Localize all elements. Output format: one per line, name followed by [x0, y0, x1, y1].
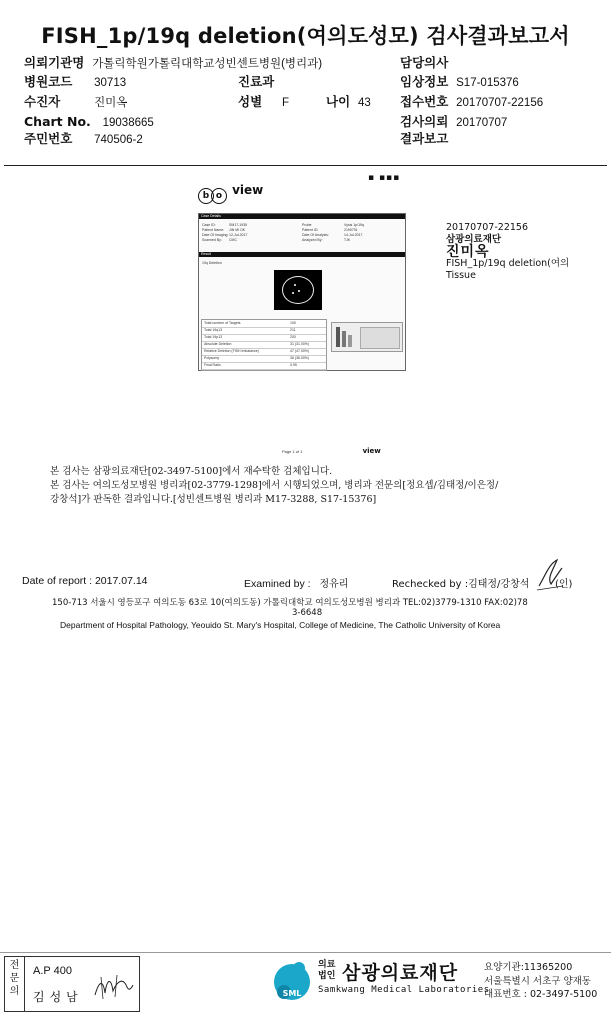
table-cell-key: Relative Deletion (FISH Imbalance) — [204, 349, 259, 353]
age-row — [326, 95, 371, 110]
org-info — [484, 961, 597, 1002]
examined-value: 정유리 — [319, 579, 349, 590]
report-title: FISH_1p/19q deletion(여의도성모) 검사결과보고서 — [41, 24, 570, 48]
table-cell-value: 31 (31.00%) — [290, 342, 310, 346]
specialist-box — [4, 956, 140, 1012]
receipt-stamp — [446, 222, 569, 282]
examined-row — [244, 575, 348, 590]
request-row — [400, 115, 507, 130]
note-line-3: 강창석]가 판독한 결과입니다.[성빈센트병원 병리과 M17-3288, S17-15376] — [50, 494, 377, 505]
scan-footer — [282, 438, 381, 457]
chart-label: Chart No. — [24, 114, 91, 129]
ap-number: A.P 400 — [33, 965, 72, 977]
date-imaging-value: 12-Jul-2017 — [229, 233, 248, 237]
date-imaging-label: Date Of Imaging: — [202, 233, 229, 237]
header-divider — [4, 165, 607, 166]
analyzed-by-label: Analyzed By: — [302, 238, 323, 242]
table-cell-value: 36 (36.00%) — [290, 356, 310, 360]
bioview-logo — [198, 183, 278, 205]
specialist-label: 전문의 — [5, 957, 25, 1011]
patient-id-label: Patient ID: — [302, 228, 319, 232]
request-label: 검사의뢰 — [400, 114, 449, 129]
logo-o: o — [211, 188, 227, 204]
org-phone: 대표번호 : 02-3497-5100 — [484, 989, 598, 1000]
id-row — [24, 132, 143, 147]
sex-label: 성별 — [238, 94, 263, 109]
id-label: 주민번호 — [24, 131, 73, 146]
stamp-number: 20170707-22156 — [446, 222, 529, 233]
case-id-label: Case ID: — [202, 223, 216, 227]
specialist-name: 김성남 — [33, 990, 83, 1004]
date-of-report: Date of report : 2017.07.14 — [22, 575, 148, 587]
rechecked-label: Rechecked by :김태정/강창석 — [392, 579, 530, 590]
probe-label: Probe: — [302, 223, 313, 227]
examined-label: Examined by : — [244, 578, 311, 590]
probe-value: Vysis 1p/19q — [344, 223, 364, 227]
clinical-label: 임상정보 — [400, 74, 449, 89]
date-analysis-label: Date Of Analysis: — [302, 233, 329, 237]
date-analysis-value: 14-Jul-2017 — [344, 233, 363, 237]
doctor-label: 담당의사 — [400, 55, 449, 70]
table-cell-key: Total 19q13 — [204, 328, 223, 332]
logo-b: b — [198, 188, 214, 204]
table-row — [202, 362, 326, 370]
table-cell-value: 0.95 — [290, 363, 297, 367]
hist-bar — [336, 327, 340, 347]
signal-dot — [294, 284, 296, 286]
table-cell-key: Absolute Deletion — [204, 342, 232, 346]
seal-mark: (인) — [555, 579, 573, 590]
receipt-label: 접수번호 — [400, 94, 449, 109]
request-value: 20170707 — [456, 117, 508, 129]
chart-row — [24, 115, 154, 130]
nursing-code: 요양기관:11365200 — [484, 962, 573, 973]
table-cell-value: 47 (47.00%) — [290, 349, 310, 353]
sex-row — [238, 95, 289, 110]
department-line: Department of Hospital Pathology, Yeouido St. Mary's Hospital, College of Medicine, The Catholic University of Korea — [60, 620, 501, 630]
specialist-signature — [93, 971, 135, 1003]
results-table — [201, 319, 327, 371]
org-title: 삼광의료재단 — [342, 962, 459, 984]
page-indicator: Page 1 of 1 — [282, 449, 303, 454]
table-cell-key: Total 19p13 — [204, 335, 223, 339]
case-id-value: SM17-1935 — [229, 223, 248, 227]
corner-marks: ▪ ▪▪▪ — [368, 173, 401, 183]
sex-value: F — [281, 97, 290, 109]
org-address: 서울특별시 서초구 양재동 — [484, 975, 591, 987]
sml-logo-text: SML — [282, 989, 302, 998]
result-bar — [199, 252, 405, 257]
id-value: 740506-2 — [94, 134, 143, 146]
hospital-row — [24, 56, 322, 71]
patient-name-value: JIN MI OK — [229, 228, 246, 232]
sml-logo-icon — [268, 958, 314, 1004]
scanned-by-label: Scanned By: — [202, 238, 222, 242]
signal-dot — [298, 290, 300, 292]
table-cell-value: 211 — [290, 328, 296, 332]
stamp-test: FISH_1p/19q deletion(여의 — [446, 258, 570, 269]
patient-value: 진미옥 — [94, 97, 128, 109]
table-cell-value: 200 — [290, 335, 296, 339]
note-line-1: 본 검사는 삼광의료재단[02-3497-5100]에서 재수탁한 검체입니다. — [50, 466, 333, 477]
result-label: Result — [201, 252, 211, 256]
org-kind: 의료법인 — [318, 960, 336, 981]
hospital-label: 의뢰기관명 — [24, 55, 85, 70]
analyzed-by-value: TJK — [344, 238, 351, 242]
bioview-footer-logo: view — [362, 447, 381, 455]
dept-label: 진료과 — [238, 74, 275, 89]
stamp-org: 삼광의료재단 — [446, 234, 502, 245]
table-cell-key: Total number of Targets — [204, 321, 241, 325]
report-label: 결과보고 — [400, 131, 449, 146]
case-details-label: Case Details — [201, 214, 221, 218]
histogram-thumbnail — [331, 322, 403, 352]
code-label: 병원코드 — [24, 74, 73, 89]
scanned-report-panel — [198, 213, 406, 371]
signal-dot — [292, 292, 294, 294]
receipt-value: 20170707-22156 — [456, 97, 544, 109]
note-line-2: 본 검사는 여의도성모병원 병리과[02-3779-1298]에서 시행되었으며, 병리과 전문의[정요셉/김태정/이은정/ — [50, 480, 499, 491]
clinical-row — [400, 75, 519, 90]
deletion-label: 19q Deletion — [202, 261, 222, 265]
clinical-value: S17-015376 — [456, 77, 519, 89]
patient-name-label: Patient Name: — [202, 228, 225, 232]
scanned-by-value: CMC — [229, 238, 237, 242]
org-english-name: Samkwang Medical Laboratories — [318, 985, 490, 995]
hist-bar — [342, 331, 346, 347]
stamp-patient-name: 진미옥 — [446, 244, 490, 260]
hist-bar — [348, 335, 352, 347]
hospital-address: 150-713 서울시 영등포구 여의도동 63로 10(여의도동) 가톨릭대학교 여의도성모병원 병리과 TEL:02)3779-1310 FAX:02)78 — [52, 598, 528, 608]
patient-id-value: 2190791 — [344, 228, 358, 232]
code-row — [24, 75, 126, 90]
age-label: 나이 — [326, 94, 351, 109]
table-cell-value: 100 — [290, 321, 296, 325]
patient-row — [24, 95, 127, 110]
fish-microscopy-image — [274, 270, 322, 310]
table-cell-key: Final Ratio — [204, 363, 221, 367]
hospital-value: 가톨릭학원가톨릭대학교성빈센트병원(병리과) — [92, 58, 323, 70]
patient-label: 수진자 — [24, 94, 61, 109]
bottom-divider — [0, 952, 611, 953]
hist-legend — [360, 327, 400, 349]
age-value: 43 — [357, 97, 371, 109]
table-cell-key: Polysomy — [204, 356, 220, 360]
chart-value: 19038665 — [102, 117, 154, 129]
logo-view: view — [232, 183, 264, 197]
case-bar — [199, 214, 405, 219]
hospital-address-cont: 3-6648 — [292, 608, 323, 618]
stamp-tissue: Tissue — [446, 270, 476, 281]
receipt-row — [400, 95, 543, 110]
code-value: 30713 — [94, 77, 127, 89]
